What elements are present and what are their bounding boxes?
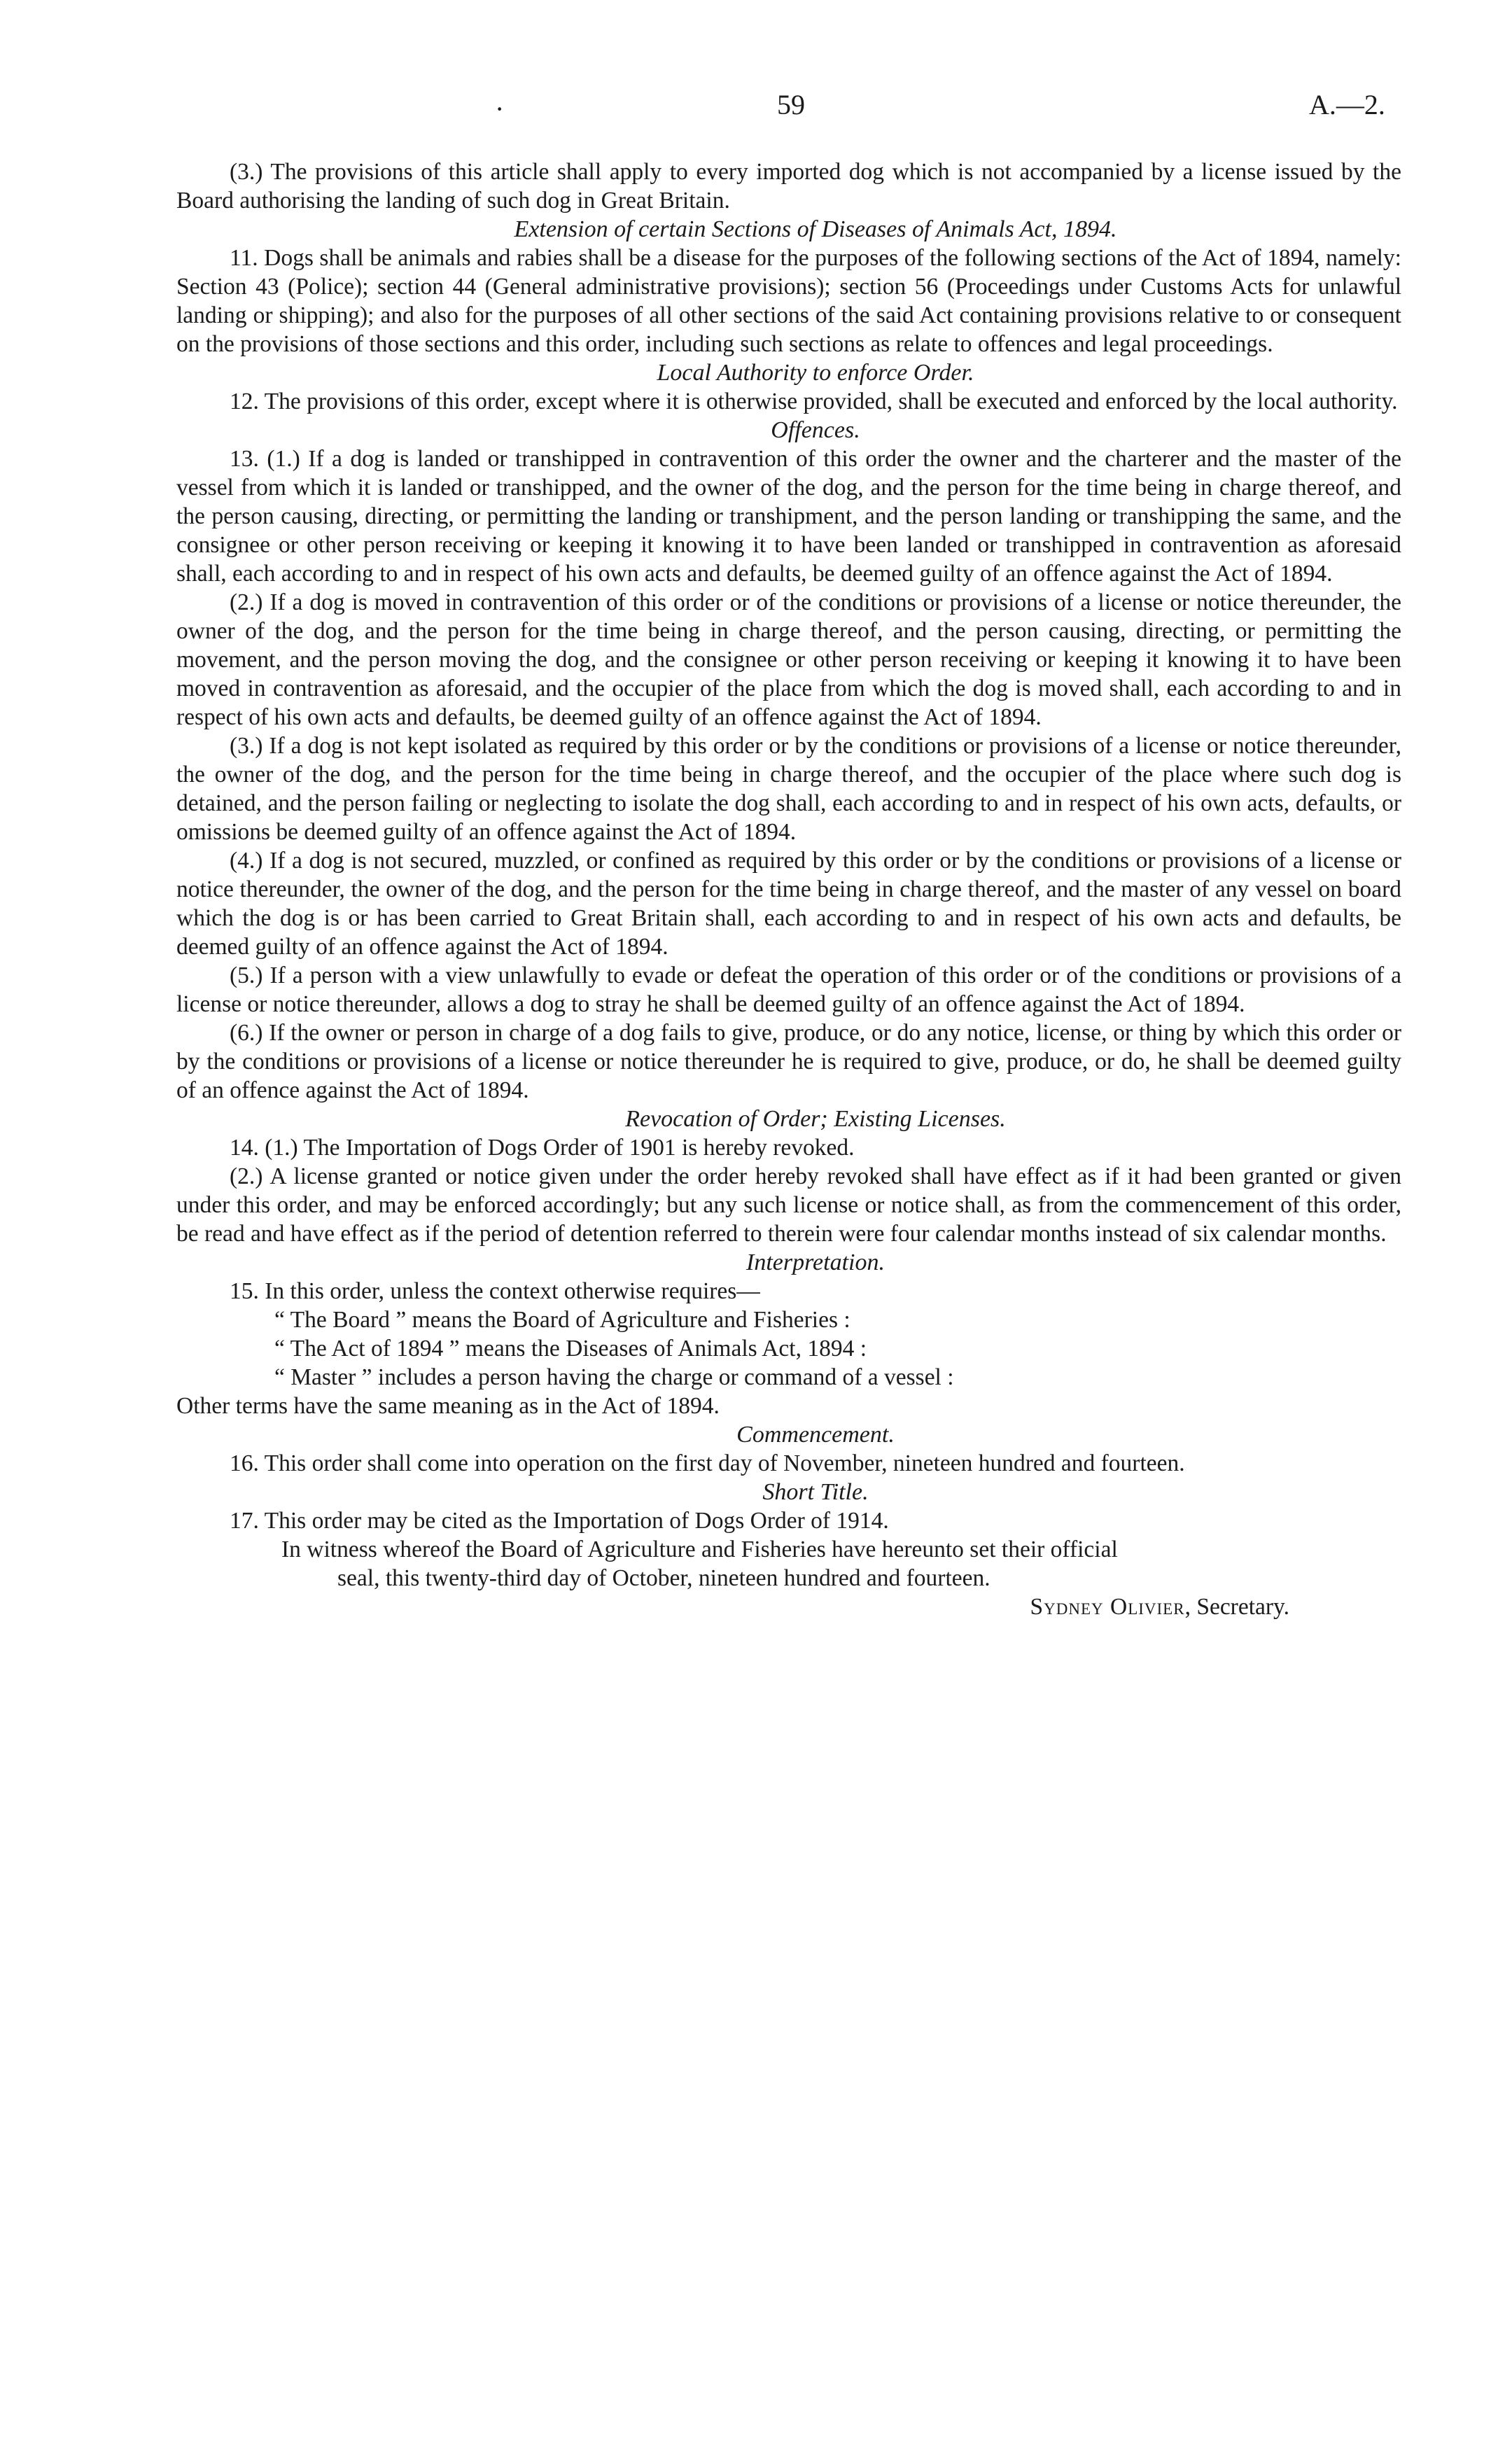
heading-local-authority: Local Authority to enforce Order. xyxy=(657,360,974,386)
signature-title: , Secretary. xyxy=(1184,1594,1289,1620)
paragraph-15-other: Other terms have the same meaning as in the Act of 1894. xyxy=(176,1393,720,1419)
paragraph-13-6: (6.) If the owner or person in charge of a dog fails to give, produce, or do any notice, license, or thing by which this order or by the conditions or provisions of a license or notice thereunder he is required to give, produce, or do, he shall be deemed guilty of an offence against the Act of 1894. xyxy=(176,1020,1401,1103)
paragraph-13-3: (3.) If a dog is not kept isolated as required by this order or by the conditions or provisions of a license or notice thereunder, the owner of the dog, and the person for the time being in charge thereof, and the occupier of the place where such dog is detained, and the person failing or neglecting to isolate the dog shall, each according to and in respect of his own acts, defaults, or omissions be deemed guilty of an offence against the Act of 1894. xyxy=(176,733,1401,845)
signature xyxy=(176,1592,1401,1621)
page-mark: · xyxy=(495,93,505,125)
paragraph-14-1: 14. (1.) The Importation of Dogs Order of 1901 is hereby revoked. xyxy=(230,1135,855,1161)
signature-name: Sydney Olivier xyxy=(1030,1594,1185,1620)
witness-line-1: In witness whereof the Board of Agriculture and Fisheries have hereunto set their official xyxy=(281,1536,1118,1562)
paragraph-11: 11. Dogs shall be animals and rabies shall be a disease for the purposes of the following sections of the Act of 1894, namely: Section 43 (Police); section 44 (General administrative provisions); section 56 (Proceedings under Customs Acts for unlawful landing or shipping); and also for the purposes of all other sections of the said Act containing provisions relative to or consequent on the provisions of those sections and this order, including such sections as relate to offences and legal proceedings. xyxy=(176,245,1401,357)
paragraph-14-2: (2.) A license granted or notice given under the order hereby revoked shall have effect as if it had been granted or given under this order, and may be enforced accordingly; but any such license or notice shall, as from the commencement of this order, be read and have effect as if the period of detention referred to therein were four calendar months instead of six calendar months. xyxy=(176,1163,1401,1247)
heading-offences: Offences. xyxy=(771,417,860,443)
paragraph-12: 12. The provisions of this order, except where it is otherwise provided, shall be executed and enforced by the local authority. xyxy=(230,388,1398,414)
page-number: 59 xyxy=(777,89,805,120)
heading-short-title: Short Title. xyxy=(762,1479,869,1505)
paragraph-16: 16. This order shall come into operation on the first day of November, nineteen hundred and fourteen. xyxy=(230,1450,1185,1476)
witness-line-2: seal, this twenty-third day of October, nineteen hundred and fourteen. xyxy=(337,1565,990,1591)
heading-commencement: Commencement. xyxy=(736,1422,895,1448)
page-reference: A.—2. xyxy=(1309,89,1385,120)
definition-master: “ Master ” includes a person having the charge or command of a vessel : xyxy=(274,1364,954,1390)
paragraph-13-1: 13. (1.) If a dog is landed or transhipped in contravention of this order the owner and the charterer and the master of the vessel from which it is landed or transhipped, and the owner of the dog, and the person for the time being in charge thereof, and the person causing, directing, or permitting the landing or transhipment, and the person landing or transhipping the same, and the consignee or other person receiving or keeping it knowing it to have been landed or transhipped in contravention as aforesaid shall, each according to and in respect of his own acts and defaults, be deemed guilty of an offence against the Act of 1894. xyxy=(176,446,1401,587)
paragraph-15: 15. In this order, unless the context otherwise requires— xyxy=(230,1278,760,1304)
paragraph-17: 17. This order may be cited as the Importation of Dogs Order of 1914. xyxy=(230,1508,889,1534)
definition-act: “ The Act of 1894 ” means the Diseases of Animals Act, 1894 : xyxy=(274,1336,867,1362)
document-body xyxy=(176,158,1401,1621)
heading-interpretation: Interpretation. xyxy=(746,1250,885,1275)
paragraph-13-4: (4.) If a dog is not secured, muzzled, or confined as required by this order or by the conditions or provisions of a license or notice thereunder, the owner of the dog, and the person for the time being in charge thereof, and the master of any vessel on board which the dog is or has been carried to Great Britain shall, each according to and in respect of his own acts and defaults, be deemed guilty of an offence against the Act of 1894. xyxy=(176,848,1401,960)
paragraph-13-2: (2.) If a dog is moved in contravention of this order or of the conditions or provisions of a license or notice thereunder, the owner of the dog, and the person for the time being in charge thereof, and the person causing, directing, or permitting the movement, and the person moving the dog, and the consignee or other person receiving or keeping it knowing it to have been moved in contravention as aforesaid, and the occupier of the place from which the dog is moved shall, each according to and in respect of his own acts and defaults, be deemed guilty of an offence against the Act of 1894. xyxy=(176,589,1401,730)
paragraph-13-5: (5.) If a person with a view unlawfully to evade or defeat the operation of this order or of the conditions or provisions of a license or notice thereunder, allows a dog to stray he shall be deemed guilty of an offence against the Act of 1894. xyxy=(176,962,1401,1017)
heading-extension: Extension of certain Sections of Diseases of Animals Act, 1894. xyxy=(514,216,1117,242)
paragraph-10-3: (3.) The provisions of this article shall apply to every imported dog which is not accompanied by a license issued by the Board authorising the landing of such dog in Great Britain. xyxy=(176,159,1401,214)
definition-board: “ The Board ” means the Board of Agriculture and Fisheries : xyxy=(274,1307,850,1333)
heading-revocation: Revocation of Order; Existing Licenses. xyxy=(625,1106,1006,1132)
